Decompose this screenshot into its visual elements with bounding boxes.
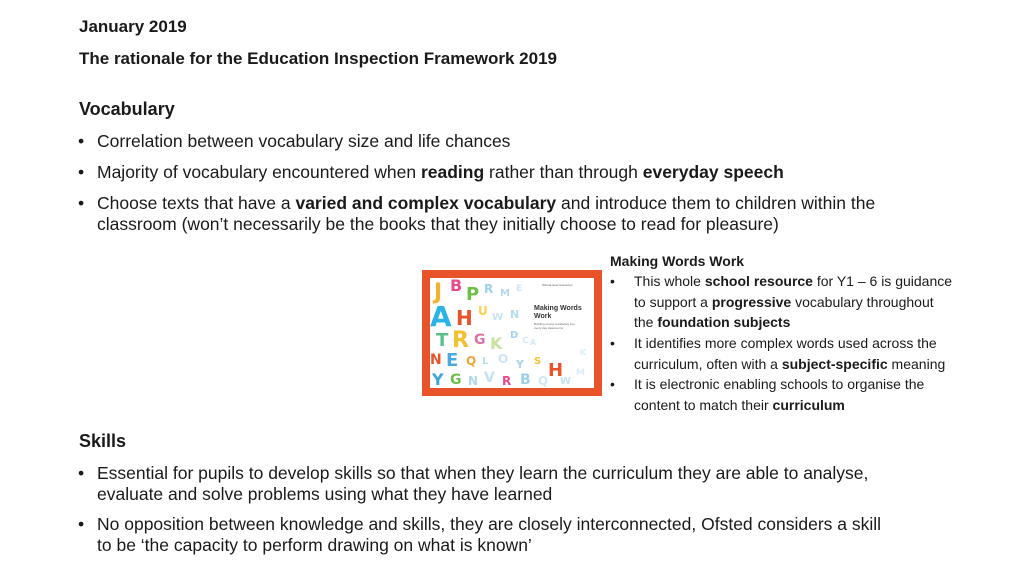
text-line: No opposition between knowledge and skills, they are closely interconnected, Ofsted considers a skill xyxy=(97,514,882,534)
cover-title xyxy=(534,305,582,321)
bullet-dot: • xyxy=(78,514,85,534)
bold-text: curriculum xyxy=(772,396,845,413)
text-span: vocabulary throughout xyxy=(791,293,934,310)
text-span: curriculum, often with a xyxy=(634,355,782,372)
vocabulary-heading: Vocabulary xyxy=(79,99,175,119)
bullet-dot: • xyxy=(610,273,615,289)
making-words-bullet-1 xyxy=(610,271,953,333)
bold-text: reading xyxy=(420,162,485,182)
making-words-work-cover-image xyxy=(422,270,602,396)
bold-text: foundation subjects xyxy=(657,314,791,330)
text-line: evaluate and solve problems using what they have learned xyxy=(97,484,553,504)
text-span: Choose texts that have a xyxy=(97,193,296,213)
making-words-bullet-3 xyxy=(610,374,925,415)
vocabulary-bullet-2 xyxy=(78,162,784,183)
text-span: and introduce them to children within the xyxy=(556,193,876,213)
bullet-dot: • xyxy=(610,376,615,392)
cover-title-line-2: Work xyxy=(534,313,552,320)
bold-text: progressive xyxy=(711,293,792,310)
text-line: classroom (won’t necessarily be the books that they initially choose to read for pleasure) xyxy=(97,214,779,234)
text-span: Majority of vocabulary encountered when xyxy=(97,162,421,182)
text-span: content to match their xyxy=(634,396,773,413)
cover-title-line-1: Making Words xyxy=(534,305,582,312)
skills-heading: Skills xyxy=(79,431,127,451)
vocabulary-bullet-1 xyxy=(78,131,511,152)
text-line: It identifies more complex words used across the xyxy=(634,335,937,351)
skills-bullet-2 xyxy=(78,514,882,556)
bullet-dot: • xyxy=(78,193,85,213)
bullet-dot: • xyxy=(610,335,615,351)
text-span: the xyxy=(634,314,658,330)
text-span: This whole xyxy=(634,273,705,289)
text-span: to support a xyxy=(634,293,712,310)
bullet-dot: • xyxy=(78,162,85,182)
vocabulary-bullet-3 xyxy=(78,193,876,235)
date-heading: January 2019 xyxy=(79,17,187,36)
bold-text: everyday speech xyxy=(642,162,784,182)
skills-bullet-1 xyxy=(78,463,869,505)
text-span: rather than through xyxy=(484,162,643,182)
making-words-bullet-2 xyxy=(610,333,946,374)
cover-inner: J B P R M E A H U W N T R G K D C N E Q L O Y H S Y G N V R B Q W M K A School-level resources Making Words Work Building strong vocabulary into every day classrooms xyxy=(430,278,594,388)
making-words-work-heading: Making Words Work xyxy=(610,253,745,269)
bold-text: subject-specific xyxy=(781,355,888,372)
bullet-dot: • xyxy=(78,131,85,151)
text-span: for Y1 – 6 is guidance xyxy=(812,273,953,289)
page-title: The rationale for the Education Inspection Framework 2019 xyxy=(79,49,558,68)
cover-brand-text: School-level resources xyxy=(542,283,573,287)
text-line: Essential for pupils to develop skills so that when they learn the curriculum they are able to analyse, xyxy=(97,463,869,483)
text-span: meaning xyxy=(887,355,946,372)
bullet-dot: • xyxy=(78,463,85,483)
text-line: It is electronic enabling schools to organise the xyxy=(634,376,925,392)
text-line: to be ‘the capacity to perform drawing on what is known’ xyxy=(97,535,532,555)
bold-text: varied and complex vocabulary xyxy=(295,193,557,213)
bold-text: school resource xyxy=(704,273,813,289)
cover-subtitle: Building strong vocabulary into every day classrooms xyxy=(534,322,575,330)
vocabulary-bullet-1-text: Correlation between vocabulary size and life chances xyxy=(97,131,511,151)
